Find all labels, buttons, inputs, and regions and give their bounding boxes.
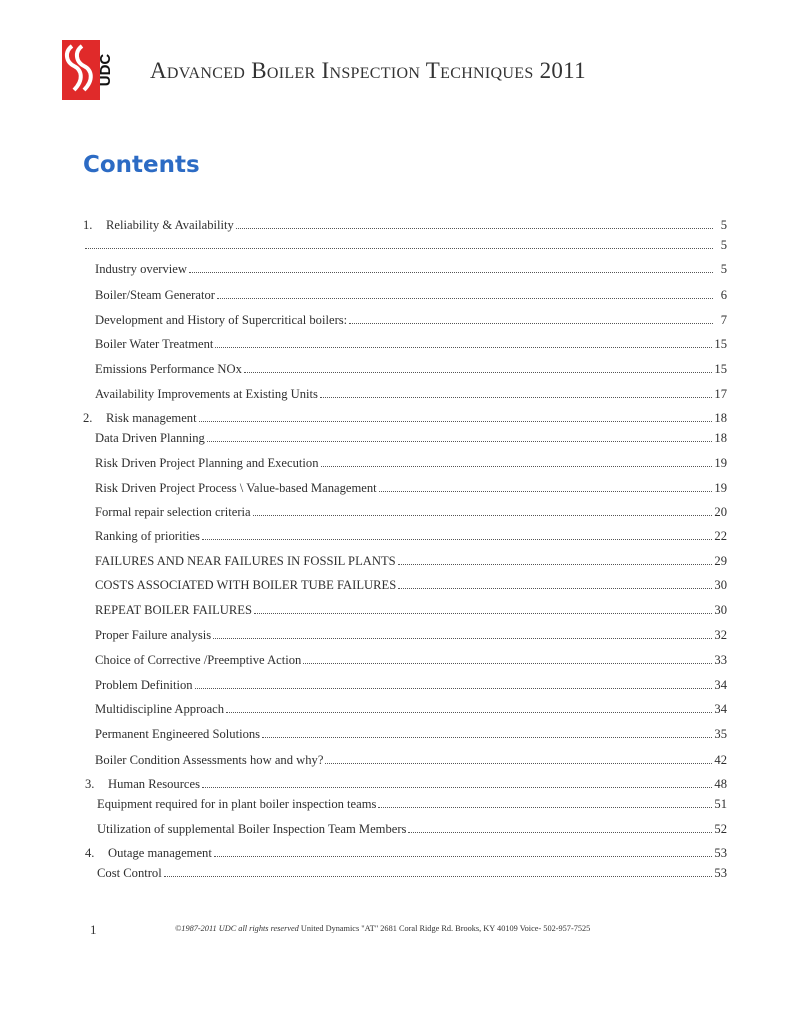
toc-entry[interactable] (97, 822, 727, 837)
toc-entry-page: 17 (714, 387, 727, 401)
toc-entry[interactable] (85, 777, 727, 792)
toc-entry[interactable] (95, 603, 727, 618)
toc-entry-label: Utilization of supplemental Boiler Inspection Team Members (97, 822, 407, 836)
toc-entry[interactable] (97, 797, 727, 812)
toc-entry-label: Proper Failure analysis (95, 628, 212, 642)
contents-heading: Contents (83, 152, 200, 178)
toc-entry-label: Formal repair selection criteria (95, 505, 251, 519)
dot-leader (213, 637, 712, 639)
logo-text: UDC (97, 53, 114, 87)
dot-leader (398, 587, 712, 589)
toc-entry[interactable] (83, 238, 727, 253)
dot-leader (199, 420, 713, 422)
toc-entry[interactable] (95, 678, 727, 693)
toc-entry-page: 19 (714, 456, 727, 470)
toc-entry[interactable] (95, 288, 727, 303)
toc-entry[interactable] (95, 456, 727, 471)
toc-entry[interactable] (95, 362, 727, 377)
toc-entry-page: 30 (714, 603, 727, 617)
toc-entry-label: COSTS ASSOCIATED WITH BOILER TUBE FAILURES (95, 578, 397, 592)
toc-entry-page: 18 (714, 411, 727, 425)
dot-leader (207, 440, 713, 442)
toc-entry[interactable] (95, 481, 727, 496)
dot-leader (253, 514, 713, 516)
toc-entry[interactable] (95, 337, 727, 352)
dot-leader (202, 538, 712, 540)
toc-entry[interactable] (95, 727, 727, 742)
toc-entry[interactable] (95, 554, 727, 569)
dot-leader (85, 247, 713, 249)
toc-entry[interactable] (95, 262, 727, 277)
toc-entry-label: Choice of Corrective /Preemptive Action (95, 653, 302, 667)
toc-entry-number: 3. (85, 777, 95, 791)
toc-entry-page: 42 (714, 753, 727, 767)
toc-entry-label: Emissions Performance NOx (95, 362, 242, 376)
toc-entry-page: 32 (714, 628, 727, 642)
dot-leader (189, 271, 713, 273)
toc-entry[interactable] (95, 387, 727, 402)
toc-entry-page: 7 (720, 313, 727, 327)
toc-entry[interactable] (95, 505, 727, 520)
toc-entry[interactable] (95, 313, 727, 328)
toc-entry-page: 15 (714, 337, 727, 351)
toc-entry-label: REPEAT BOILER FAILURES (95, 603, 252, 617)
dot-leader (244, 371, 713, 373)
dot-leader (217, 297, 713, 299)
toc-entry-page: 52 (714, 822, 727, 836)
toc-entry-page: 33 (714, 653, 727, 667)
copyright-notice: ©1987-2011 UDC all rights reserved (175, 924, 299, 933)
toc-entry-label: Permanent Engineered Solutions (95, 727, 261, 741)
dot-leader (215, 346, 712, 348)
toc-entry[interactable] (95, 529, 727, 544)
toc-entry-label: Risk Driven Project Process \ Value-based Management (95, 481, 377, 495)
toc-entry-label: Reliability & Availability (106, 218, 234, 232)
toc-entry-label: Risk Driven Project Planning and Execution (95, 456, 319, 470)
dot-leader (202, 786, 712, 788)
toc-entry-label: Boiler Condition Assessments how and why? (95, 753, 324, 767)
dot-leader (303, 662, 712, 664)
toc-entry-label: Multidiscipline Approach (95, 702, 225, 716)
toc-entry-page: 5 (720, 218, 727, 232)
toc-entry-page: 53 (714, 846, 727, 860)
toc-entry[interactable] (83, 218, 727, 233)
toc-entry-page: 5 (720, 238, 727, 252)
dot-leader (378, 806, 712, 808)
udc-logo (60, 38, 118, 102)
dot-leader (195, 687, 713, 689)
toc-entry-label: Availability Improvements at Existing Units (95, 387, 318, 401)
toc-entry[interactable] (95, 578, 727, 593)
toc-entry-label: Boiler/Steam Generator (95, 288, 215, 302)
toc-entry-page: 30 (714, 578, 727, 592)
toc-entry-page: 20 (714, 505, 727, 519)
toc-entry-label: Development and History of Supercritical boilers: (95, 313, 348, 327)
dot-leader (254, 612, 712, 614)
toc-entry-page: 35 (714, 727, 727, 741)
toc-entry-label: Boiler Water Treatment (95, 337, 214, 351)
toc-entry-page: 29 (714, 554, 727, 568)
dot-leader (349, 322, 713, 324)
dot-leader (398, 563, 713, 565)
toc-entry[interactable] (95, 628, 727, 643)
toc-entry-label: Equipment required for in plant boiler inspection teams (97, 797, 377, 811)
toc-entry-page: 34 (714, 678, 727, 692)
toc-entry-label: Human Resources (108, 777, 200, 791)
toc-entry-label: Ranking of priorities (95, 529, 200, 543)
toc-entry-page: 48 (714, 777, 727, 791)
toc-entry-label: Problem Definition (95, 678, 193, 692)
dot-leader (321, 465, 713, 467)
page-number: 1 (90, 922, 97, 937)
toc-entry-page: 19 (714, 481, 727, 495)
toc-entry-label: Data Driven Planning (95, 431, 205, 445)
toc-entry[interactable] (95, 653, 727, 668)
toc-entry[interactable] (83, 411, 727, 426)
dot-leader (320, 396, 712, 398)
dot-leader (408, 831, 712, 833)
toc-entry[interactable] (95, 753, 727, 768)
toc-entry-page: 5 (720, 262, 727, 276)
dot-leader (226, 711, 712, 713)
dot-leader (236, 227, 713, 229)
toc-entry-label: Cost Control (97, 866, 162, 880)
toc-entry[interactable] (85, 846, 727, 861)
toc-entry-number: 4. (85, 846, 95, 860)
toc-entry-page: 53 (714, 866, 727, 880)
dot-leader (262, 736, 712, 738)
toc-entry[interactable] (97, 866, 727, 881)
dot-leader (379, 490, 713, 492)
dot-leader (325, 762, 712, 764)
toc-entry-label: Industry overview (95, 262, 187, 276)
toc-entry-label: Outage management (108, 846, 212, 860)
toc-entry-page: 22 (714, 529, 727, 543)
dot-leader (164, 875, 713, 877)
company-address: United Dynamics "AT" 2681 Coral Ridge Rd. Brooks, KY 40109 Voice- 502-957-7525 (300, 924, 591, 933)
toc-entry-page: 6 (720, 288, 727, 302)
document-title: Advanced Boiler Inspection Techniques 2011 (150, 58, 586, 83)
toc-entry-number: 2. (83, 411, 93, 425)
toc-entry-label: FAILURES AND NEAR FAILURES IN FOSSIL PLANTS (95, 554, 396, 568)
toc-entry-page: 15 (714, 362, 727, 376)
dot-leader (214, 855, 713, 857)
footer-copyright (175, 924, 590, 933)
toc-entry-number: 1. (83, 218, 93, 232)
toc-entry-label: Risk management (106, 411, 197, 425)
toc-entry[interactable] (95, 431, 727, 446)
toc-entry-page: 34 (714, 702, 727, 716)
toc-entry-page: 18 (714, 431, 727, 445)
toc-entry-page: 51 (714, 797, 727, 811)
toc-entry[interactable] (95, 702, 727, 717)
